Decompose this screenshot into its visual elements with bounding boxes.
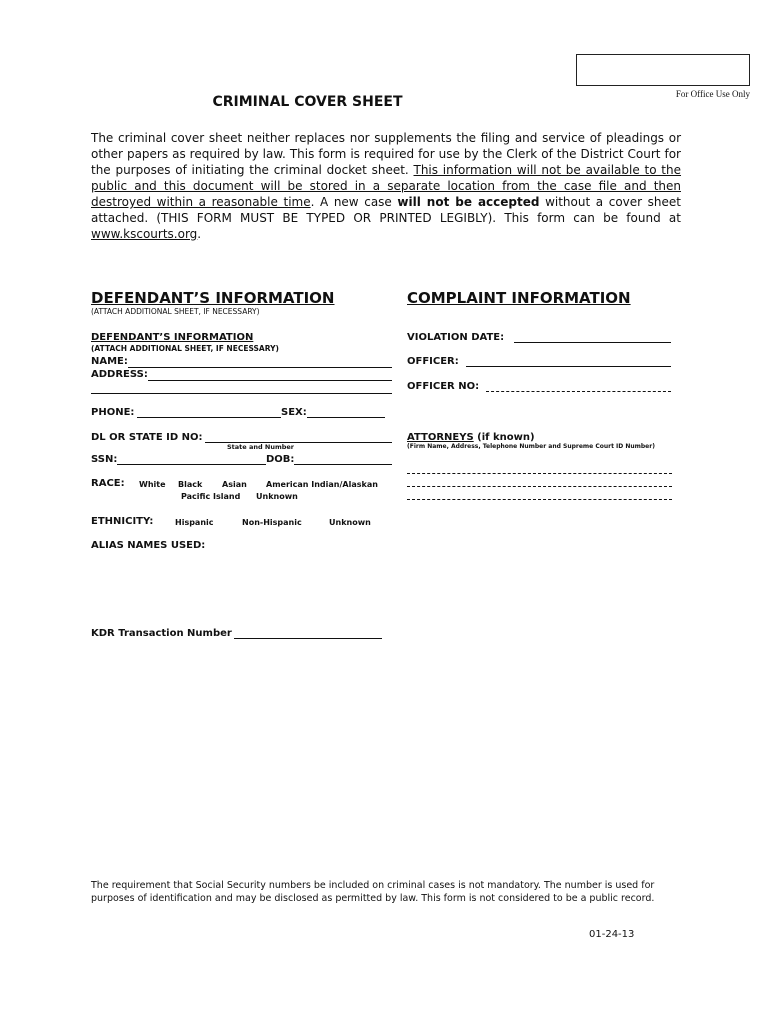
intro-text-2: . A new case bbox=[310, 195, 398, 209]
page-title-text: CRIMINAL COVER SHEET bbox=[212, 94, 403, 110]
race-label: RACE: bbox=[91, 478, 125, 489]
complaint-section-heading: COMPLAINT INFORMATION bbox=[407, 289, 631, 307]
office-use-box[interactable] bbox=[576, 54, 750, 86]
dl-note: State and Number bbox=[227, 443, 294, 451]
violation-date-field[interactable] bbox=[514, 342, 671, 343]
race-option-unknown[interactable]: Unknown bbox=[256, 492, 298, 501]
footer-note: The requirement that Social Security numbers be included on criminal cases is not mandatory. The number is used for purposes of identification and may be disclosed as permitted by law. This form is not considered to be a public record. bbox=[91, 880, 655, 904]
phone-label: PHONE: bbox=[91, 407, 135, 418]
dl-label: DL OR STATE ID NO: bbox=[91, 432, 203, 443]
attorneys-label-text: ATTORNEYS bbox=[407, 432, 474, 443]
officer-no-label: OFFICER NO: bbox=[407, 381, 480, 392]
ethnicity-option-non-hispanic[interactable]: Non-Hispanic bbox=[242, 518, 302, 527]
form-revision-date: 01-24-13 bbox=[589, 929, 635, 940]
ssn-field[interactable] bbox=[117, 464, 266, 465]
intro-paragraph bbox=[91, 130, 681, 242]
defendant-sub-note: (ATTACH ADDITIONAL SHEET, IF NECESSARY) bbox=[91, 344, 279, 353]
defendant-sub-heading: DEFENDANT’S INFORMATION bbox=[91, 332, 254, 343]
address-field[interactable] bbox=[148, 380, 392, 381]
race-option-white[interactable]: White bbox=[139, 480, 166, 489]
race-option-pacific-island[interactable]: Pacific Island bbox=[181, 492, 241, 501]
violation-date-label: VIOLATION DATE: bbox=[407, 332, 505, 343]
attorneys-field-line-1[interactable] bbox=[407, 473, 672, 474]
intro-text-3: without a cover sheet attached. (THIS FORM MUST BE TYPED OR PRINTED LEGIBLY). This form can be found at bbox=[91, 195, 682, 225]
attorneys-label-suffix: (if known) bbox=[473, 432, 535, 443]
ethnicity-option-unknown[interactable]: Unknown bbox=[329, 518, 371, 527]
sex-label: SEX: bbox=[281, 407, 307, 418]
page-title bbox=[0, 94, 770, 110]
dob-label: DOB: bbox=[266, 454, 295, 465]
alias-label: ALIAS NAMES USED: bbox=[91, 540, 206, 551]
dob-field[interactable] bbox=[294, 464, 392, 465]
officer-no-field[interactable] bbox=[486, 391, 671, 392]
officer-field[interactable] bbox=[466, 366, 671, 367]
race-option-american-indian[interactable]: American Indian/Alaskan bbox=[266, 480, 378, 489]
race-option-black[interactable]: Black bbox=[178, 480, 203, 489]
ssn-label: SSN: bbox=[91, 454, 118, 465]
address-label: ADDRESS: bbox=[91, 369, 148, 380]
intro-text-1: The criminal cover sheet neither replaces nor supplements the filing and service of pleadings or other papers as required by law. This form is required for use by the Clerk of the District Court for the purposes of initiating the criminal docket sheet. bbox=[91, 131, 681, 177]
race-option-asian[interactable]: Asian bbox=[222, 480, 247, 489]
attorneys-label bbox=[407, 432, 535, 443]
address-field-line-2[interactable] bbox=[91, 393, 392, 394]
kdr-label: KDR Transaction Number bbox=[91, 628, 232, 639]
phone-field[interactable] bbox=[137, 417, 281, 418]
name-label: NAME: bbox=[91, 356, 128, 367]
attorneys-note: (Firm Name, Address, Telephone Number and Supreme Court ID Number) bbox=[407, 443, 655, 450]
office-use-label: For Office Use Only bbox=[675, 89, 750, 99]
intro-text-4: . bbox=[197, 227, 202, 241]
defendant-section-heading: DEFENDANT’S INFORMATION bbox=[91, 289, 335, 307]
name-field[interactable] bbox=[128, 367, 392, 368]
attorneys-field-line-2[interactable] bbox=[407, 486, 672, 487]
kdr-field[interactable] bbox=[234, 638, 382, 639]
defendant-section-note: (ATTACH ADDITIONAL SHEET, IF NECESSARY) bbox=[91, 307, 260, 316]
officer-label: OFFICER: bbox=[407, 356, 459, 367]
kscourts-link[interactable]: www.kscourts.org bbox=[91, 227, 198, 241]
intro-bold-text: will not be accepted bbox=[397, 195, 540, 209]
ethnicity-option-hispanic[interactable]: Hispanic bbox=[175, 518, 214, 527]
attorneys-field-line-3[interactable] bbox=[407, 499, 672, 500]
intro-underlined-text: This information will not be available to the public and this document will be stored in a separate location from the case file and then destroyed within a reasonable time bbox=[91, 163, 682, 209]
ethnicity-label: ETHNICITY: bbox=[91, 516, 154, 527]
sex-field[interactable] bbox=[307, 417, 385, 418]
